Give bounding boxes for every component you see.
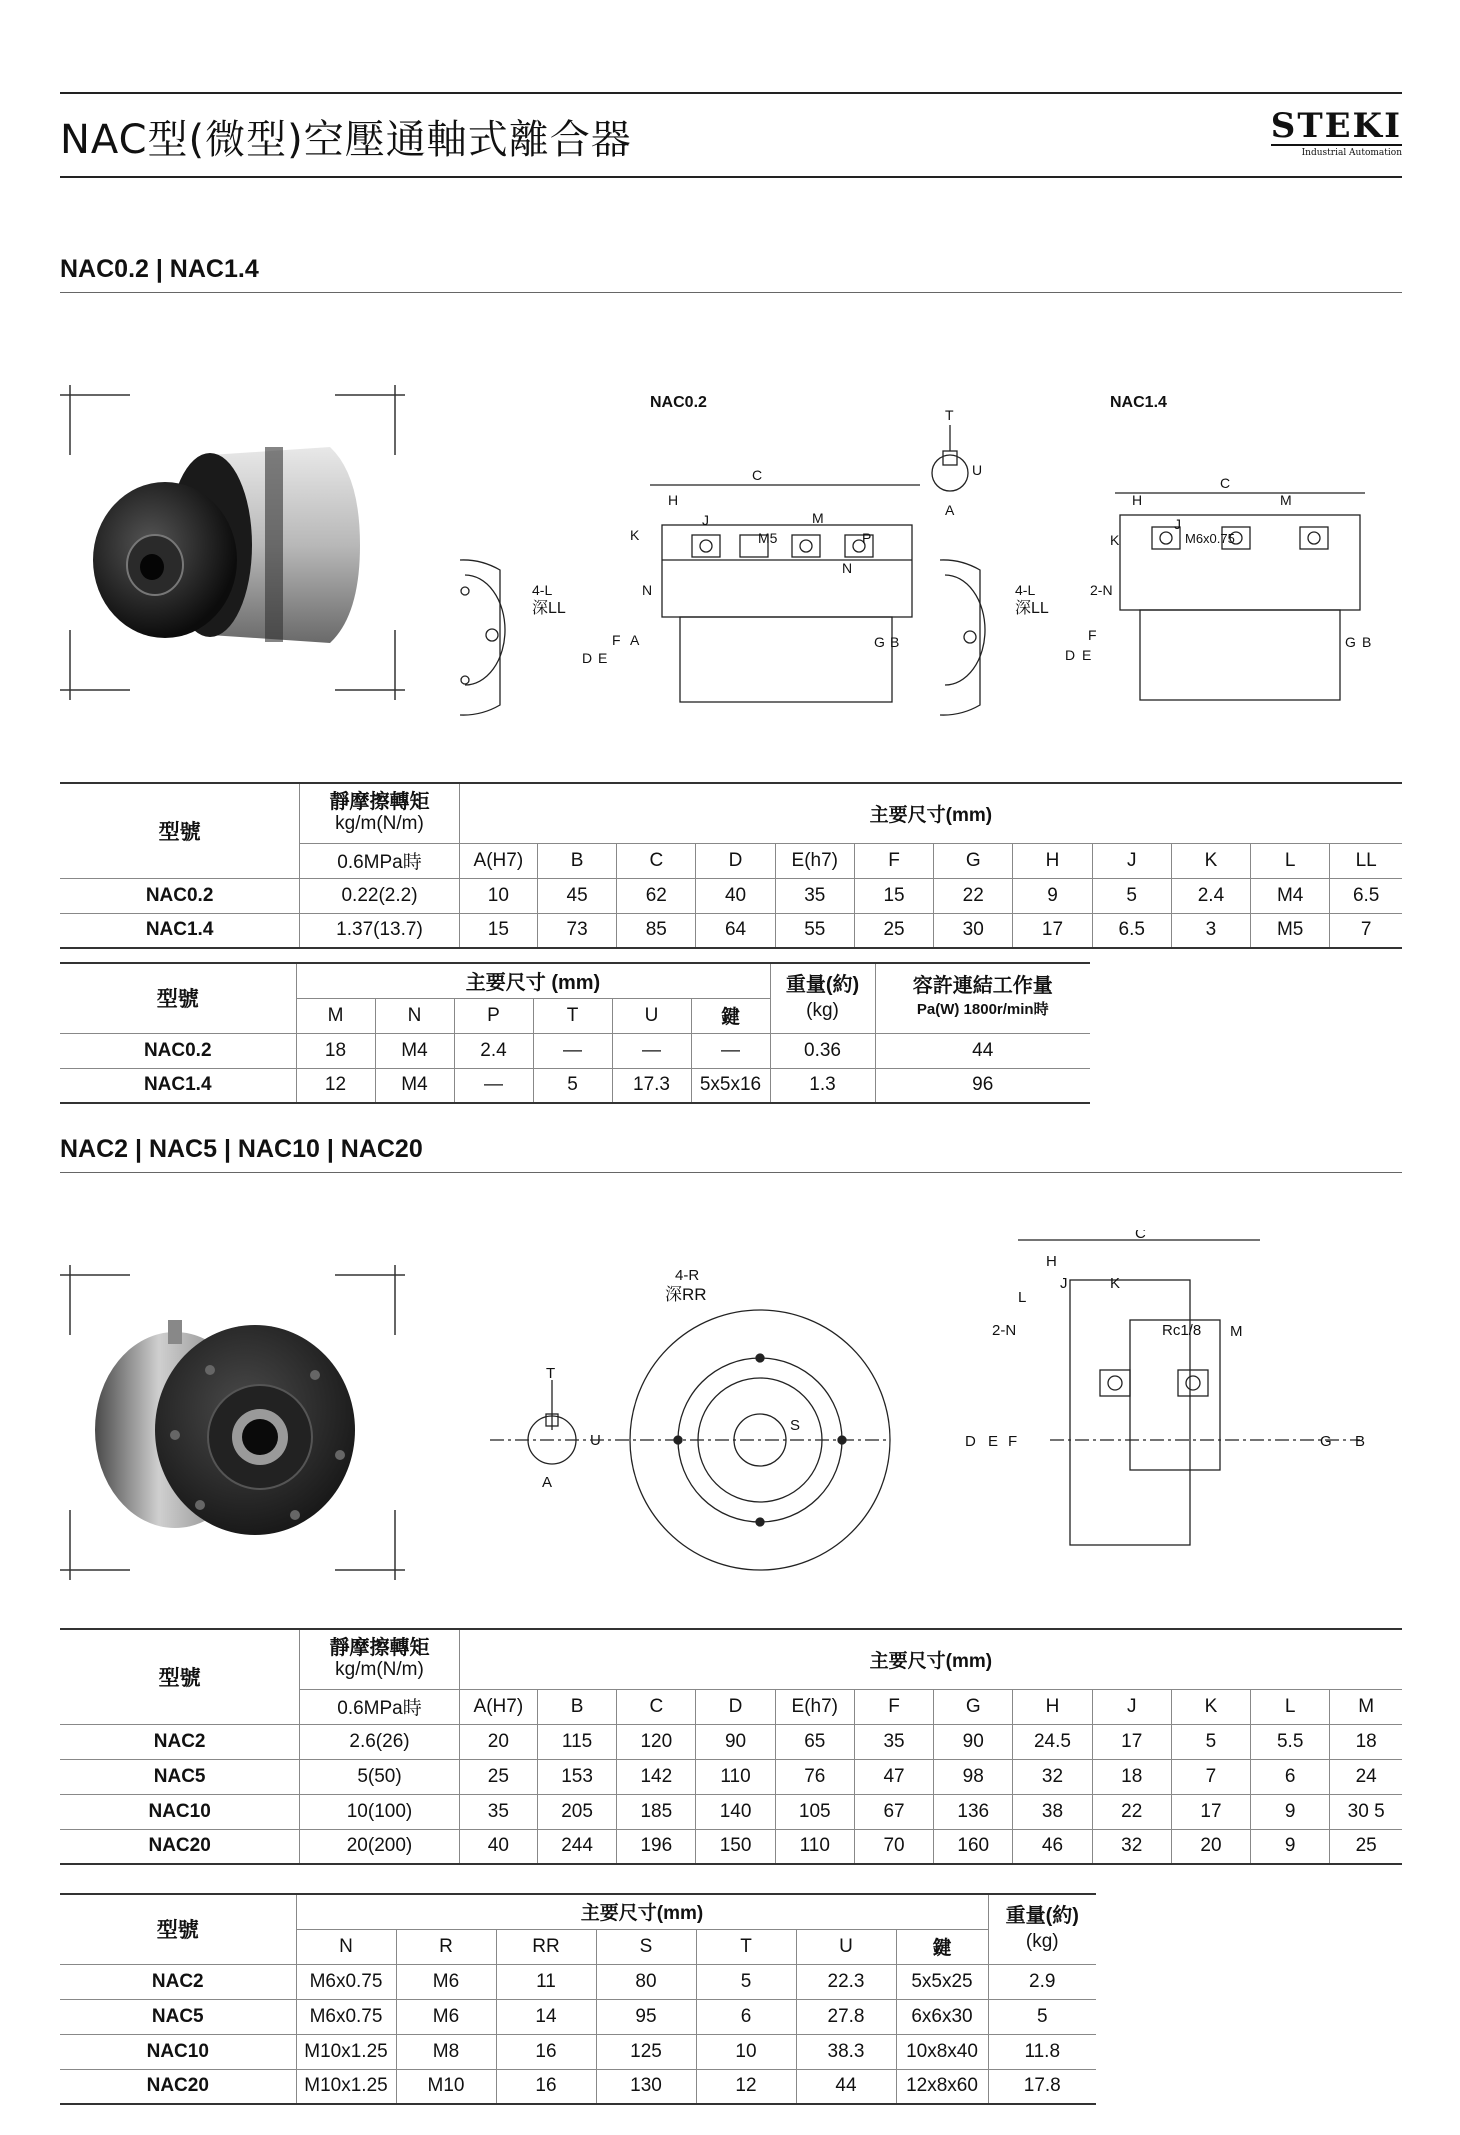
table-cell: 24.5	[1013, 1724, 1092, 1759]
dimension-label: U	[590, 1432, 601, 1449]
row-model: NAC5	[60, 1759, 300, 1794]
table-cell: M4	[375, 1068, 454, 1103]
col-d: D	[696, 1689, 775, 1724]
table-cell: 15	[459, 913, 537, 948]
table-cell: —	[691, 1033, 770, 1068]
table-cell: 32	[1013, 1759, 1092, 1794]
header-bottom-rule	[60, 176, 1402, 178]
table-cell: 142	[617, 1759, 696, 1794]
header-model: 型號	[60, 1894, 296, 1964]
table-cell: 40	[696, 878, 775, 913]
dimension-label: A	[542, 1474, 553, 1491]
table-cell: M6	[396, 1999, 496, 2034]
table-row	[60, 1033, 1090, 1068]
table-cell: 5	[533, 1068, 612, 1103]
section2-spec-table-1	[60, 1628, 1402, 1865]
col-rr: RR	[496, 1929, 596, 1964]
table-cell: 32	[1092, 1829, 1171, 1864]
col-b: B	[537, 843, 616, 878]
table-row	[60, 878, 1402, 913]
col-h: H	[1013, 843, 1092, 878]
table-cell: 73	[537, 913, 616, 948]
table-cell: 25	[854, 913, 933, 948]
col-f: F	[854, 1689, 933, 1724]
col-c: C	[617, 1689, 696, 1724]
header-model: 型號	[60, 1629, 300, 1724]
dimension-label: A	[630, 632, 640, 648]
header-model: 型號	[60, 783, 300, 878]
col-t: T	[533, 998, 612, 1033]
table-cell: —	[454, 1068, 533, 1103]
table-cell: 6	[1251, 1759, 1330, 1794]
table-cell: 160	[934, 1829, 1013, 1864]
row-torque: 0.22(2.2)	[300, 878, 459, 913]
table-cell: 12	[296, 1068, 375, 1103]
col-r: R	[396, 1929, 496, 1964]
col-u: U	[796, 1929, 896, 1964]
hole-label-ll-b: 深LL	[1015, 600, 1049, 617]
table-row	[60, 1999, 1096, 2034]
table-cell: M5	[1251, 913, 1330, 948]
col-e: E(h7)	[775, 1689, 854, 1724]
table-cell: 196	[617, 1829, 696, 1864]
label-2n-a: 2-N	[1090, 582, 1113, 598]
table-cell: 5	[696, 1964, 796, 1999]
header-dims: 主要尺寸(mm)	[459, 1629, 1402, 1689]
section1-spec-table-2	[60, 962, 1090, 1104]
table-cell: 46	[1013, 1829, 1092, 1864]
row-torque: 20(200)	[300, 1829, 459, 1864]
nac-large-photo	[60, 1265, 405, 1580]
dimension-label: F	[612, 632, 621, 648]
table-cell: 205	[537, 1794, 616, 1829]
table-cell: M10x1.25	[296, 2069, 396, 2104]
table-cell: 7	[1330, 913, 1402, 948]
section1-rule	[60, 292, 1402, 293]
table-cell: 64	[696, 913, 775, 948]
dimension-label: K	[1110, 1275, 1121, 1292]
table-cell: M6x0.75	[296, 1999, 396, 2034]
table-cell: 25	[1330, 1829, 1402, 1864]
col-a: A(H7)	[459, 1689, 537, 1724]
dimension-label: K	[630, 527, 640, 543]
table-cell: 9	[1251, 1794, 1330, 1829]
table-cell: 105	[775, 1794, 854, 1829]
table-cell: 17	[1013, 913, 1092, 948]
col-g: G	[934, 1689, 1013, 1724]
row-model: NAC0.2	[60, 1033, 296, 1068]
table-cell: 9	[1013, 878, 1092, 913]
row-model: NAC2	[60, 1964, 296, 1999]
table-cell	[988, 1894, 1096, 1964]
header-top-rule	[60, 92, 1402, 94]
dimension-label: J	[702, 512, 709, 528]
table-cell: 3	[1171, 913, 1250, 948]
table-cell: 120	[617, 1724, 696, 1759]
table-cell: 0.36	[770, 1033, 875, 1068]
table-cell	[300, 1629, 459, 1689]
col-g: G	[934, 843, 1013, 878]
table-cell: 16	[496, 2069, 596, 2104]
table-cell: 30 5	[1330, 1794, 1402, 1829]
dimension-label: M	[1280, 492, 1292, 508]
dimension-label: C	[752, 467, 763, 483]
dimension-label: C	[1220, 475, 1231, 491]
table-cell: 5	[1171, 1724, 1250, 1759]
dimension-label: T	[945, 407, 954, 423]
table-cell: 17	[1092, 1724, 1171, 1759]
table-cell: 6.5	[1092, 913, 1171, 948]
dimension-label: T	[546, 1365, 556, 1382]
row-model: NAC0.2	[60, 878, 300, 913]
table-cell: 27.8	[796, 1999, 896, 2034]
table-cell: 55	[775, 913, 854, 948]
table-cell: 35	[459, 1794, 537, 1829]
row-model: NAC20	[60, 1829, 300, 1864]
table-cell: 76	[775, 1759, 854, 1794]
table-cell: 2.9	[988, 1964, 1096, 1999]
table-cell: 5.5	[1251, 1724, 1330, 1759]
table-cell: M6	[396, 1964, 496, 1999]
table-cell: 16	[496, 2034, 596, 2069]
table-row	[60, 1964, 1096, 1999]
table-cell: 2.4	[454, 1033, 533, 1068]
table-row	[60, 1724, 1402, 1759]
table-row	[60, 1759, 1402, 1794]
table-cell: 2.4	[1171, 878, 1250, 913]
nac-large-dimension-drawing	[440, 1230, 1400, 1590]
row-model: NAC5	[60, 1999, 296, 2034]
table-cell: 35	[775, 878, 854, 913]
logo-brand: STEKI	[1270, 106, 1402, 146]
dimension-label: L	[1018, 1289, 1027, 1306]
col-f: F	[854, 843, 933, 878]
steki-logo	[1271, 108, 1402, 158]
row-model: NAC1.4	[60, 913, 300, 948]
table-cell: 18	[1330, 1724, 1402, 1759]
table-cell: M4	[375, 1033, 454, 1068]
hole-label-4l-a: 4-L	[532, 582, 553, 598]
table-cell: 47	[854, 1759, 933, 1794]
dimension-label: F	[1088, 627, 1097, 643]
table-cell: 7	[1171, 1759, 1250, 1794]
table-cell: 10	[696, 2034, 796, 2069]
dimension-label: G	[1320, 1433, 1332, 1450]
page-title: NAC型(微型)空壓通軸式離合器	[60, 117, 632, 163]
col-u: U	[612, 998, 691, 1033]
hole-label-4l-b: 4-L	[1015, 582, 1036, 598]
table-cell: 44	[796, 2069, 896, 2104]
section2-title: NAC2 | NAC5 | NAC10 | NAC20	[60, 1135, 423, 1163]
col-j: J	[1092, 1689, 1171, 1724]
table-cell: 44	[875, 1033, 1090, 1068]
table-cell: 67	[854, 1794, 933, 1829]
table-cell: 17.3	[612, 1068, 691, 1103]
dimension-label: H	[1046, 1253, 1057, 1270]
table-cell: 20	[1171, 1829, 1250, 1864]
col-ll: LL	[1330, 843, 1402, 878]
table-cell: 5x5x16	[691, 1068, 770, 1103]
table-cell: 110	[775, 1829, 854, 1864]
table-cell: 153	[537, 1759, 616, 1794]
diagram-label-nac02: NAC0.2	[650, 394, 707, 411]
table-cell: 22	[934, 878, 1013, 913]
col-a: A(H7)	[459, 843, 537, 878]
dimension-label: E	[988, 1433, 999, 1450]
col-s: S	[596, 1929, 696, 1964]
thread-label-m5: M5	[758, 530, 778, 546]
dimension-label: E	[1082, 647, 1092, 663]
col-l: L	[1251, 843, 1330, 878]
section1-title: NAC0.2 | NAC1.4	[60, 255, 259, 283]
table-cell: 90	[934, 1724, 1013, 1759]
table-cell: 6.5	[1330, 878, 1402, 913]
header-torque: 靜摩擦轉矩	[329, 1637, 430, 1660]
header-torque: 靜摩擦轉矩	[329, 791, 430, 814]
col-h: H	[1013, 1689, 1092, 1724]
dimension-label: B	[1362, 634, 1372, 650]
header-weight-unit: (kg)	[806, 1000, 839, 1022]
table-row	[60, 1794, 1402, 1829]
table-row	[60, 1068, 1090, 1103]
label-rc: Rc1/8	[1162, 1322, 1202, 1339]
table-cell: 38.3	[796, 2034, 896, 2069]
table-row	[60, 2034, 1096, 2069]
dimension-label: K	[1110, 532, 1120, 548]
table-cell: 244	[537, 1829, 616, 1864]
col-n: N	[375, 998, 454, 1033]
table-cell: 98	[934, 1759, 1013, 1794]
label-4r: 4-R	[675, 1267, 700, 1284]
row-model: NAC20	[60, 2069, 296, 2104]
header-torque-unit: kg/m(N/m)	[335, 1659, 424, 1681]
dimension-label: H	[668, 492, 679, 508]
table-cell: 136	[934, 1794, 1013, 1829]
header-pressure: 0.6MPa時	[300, 1689, 459, 1724]
header-weight: 重量(約)	[1005, 1905, 1079, 1928]
table-cell: 115	[537, 1724, 616, 1759]
table-row	[60, 1829, 1402, 1864]
dimension-label: E	[598, 650, 608, 666]
label-2n-b: 2-N	[992, 1322, 1017, 1339]
hole-label-ll-a: 深LL	[532, 600, 566, 617]
dimension-label: D	[965, 1433, 976, 1450]
table-cell: 18	[296, 1033, 375, 1068]
dimension-label: A	[945, 502, 955, 518]
table-cell: —	[533, 1033, 612, 1068]
dimension-label: U	[972, 462, 983, 478]
table-cell: 70	[854, 1829, 933, 1864]
section1-spec-table-1	[60, 782, 1402, 949]
col-m: M	[1330, 1689, 1402, 1724]
table-cell: 95	[596, 1999, 696, 2034]
dimension-label: G	[874, 634, 885, 650]
table-row	[60, 2069, 1096, 2104]
table-cell: 125	[596, 2034, 696, 2069]
table-cell: 1.3	[770, 1068, 875, 1103]
table-row	[60, 913, 1402, 948]
row-torque: 10(100)	[300, 1794, 459, 1829]
dimension-label: G	[1345, 634, 1356, 650]
nac-small-dimension-drawing	[440, 385, 1400, 730]
table-cell	[300, 783, 459, 843]
col-n: N	[296, 1929, 396, 1964]
table-cell: 10	[459, 878, 537, 913]
dimension-label: M	[1230, 1323, 1243, 1340]
col-key: 鍵	[896, 1929, 988, 1964]
table-cell: 140	[696, 1794, 775, 1829]
col-l: L	[1251, 1689, 1330, 1724]
header-work: 容許連結工作量	[912, 975, 1053, 998]
header-dims: 主要尺寸 (mm)	[296, 963, 770, 998]
dimension-label: D	[582, 650, 593, 666]
dimension-label: S	[790, 1417, 801, 1434]
col-p: P	[454, 998, 533, 1033]
table-cell: 30	[934, 913, 1013, 948]
table-cell: 150	[696, 1829, 775, 1864]
col-c: C	[617, 843, 696, 878]
header-weight: 重量(約)	[785, 974, 860, 997]
table-cell: 22	[1092, 1794, 1171, 1829]
table-cell: 6x6x30	[896, 1999, 988, 2034]
row-torque: 1.37(13.7)	[300, 913, 459, 948]
col-k: K	[1171, 843, 1250, 878]
table-cell: 5	[1092, 878, 1171, 913]
row-torque: 2.6(26)	[300, 1724, 459, 1759]
table-cell: 25	[459, 1759, 537, 1794]
table-cell: 80	[596, 1964, 696, 1999]
dimension-label: B	[890, 634, 900, 650]
table-cell: 17.8	[988, 2069, 1096, 2104]
dimension-label: M	[812, 510, 824, 526]
table-cell: 185	[617, 1794, 696, 1829]
header-dims: 主要尺寸(mm)	[459, 783, 1402, 843]
table-cell: 17	[1171, 1794, 1250, 1829]
table-cell: 6	[696, 1999, 796, 2034]
header-dims: 主要尺寸(mm)	[296, 1894, 988, 1929]
table-cell: M8	[396, 2034, 496, 2069]
table-cell: 38	[1013, 1794, 1092, 1829]
dimension-label: P	[862, 530, 872, 546]
table-cell: 35	[854, 1724, 933, 1759]
table-cell: 65	[775, 1724, 854, 1759]
header-pressure: 0.6MPa時	[300, 843, 459, 878]
table-cell: M6x0.75	[296, 1964, 396, 1999]
table-cell: M4	[1251, 878, 1330, 913]
col-key: 鍵	[691, 998, 770, 1033]
table-cell: 11.8	[988, 2034, 1096, 2069]
table-cell: 40	[459, 1829, 537, 1864]
row-model: NAC10	[60, 1794, 300, 1829]
table-cell: 22.3	[796, 1964, 896, 1999]
header-weight-unit: (kg)	[1025, 1931, 1059, 1953]
dimension-label: B	[1355, 1433, 1366, 1450]
header-torque-unit: kg/m(N/m)	[335, 813, 424, 835]
row-torque: 5(50)	[300, 1759, 459, 1794]
table-cell: 11	[496, 1964, 596, 1999]
table-cell: 12x8x60	[896, 2069, 988, 2104]
thread-label-m6: M6x0.75	[1185, 531, 1235, 546]
table-cell: 9	[1251, 1829, 1330, 1864]
dimension-label: H	[1132, 492, 1143, 508]
row-model: NAC2	[60, 1724, 300, 1759]
nac-small-photo	[60, 385, 405, 700]
label-rr: 深RR	[665, 1285, 707, 1304]
table-cell: 5x5x25	[896, 1964, 988, 1999]
table-cell: 12	[696, 2069, 796, 2104]
table-cell	[875, 963, 1090, 1033]
table-cell: 10x8x40	[896, 2034, 988, 2069]
table-cell: 15	[854, 878, 933, 913]
table-cell: 20	[459, 1724, 537, 1759]
table-cell: 18	[1092, 1759, 1171, 1794]
table-cell	[770, 963, 875, 1033]
dimension-label: F	[1008, 1433, 1018, 1450]
section2-rule	[60, 1172, 1402, 1173]
col-k: K	[1171, 1689, 1250, 1724]
dimension-label: D	[1065, 647, 1076, 663]
table-cell: 45	[537, 878, 616, 913]
col-t: T	[696, 1929, 796, 1964]
table-cell: 96	[875, 1068, 1090, 1103]
col-d: D	[696, 843, 775, 878]
col-m: M	[296, 998, 375, 1033]
row-model: NAC1.4	[60, 1068, 296, 1103]
section2-spec-table-2	[60, 1893, 1096, 2105]
table-cell: M10	[396, 2069, 496, 2104]
header-work-unit: Pa(W) 1800r/min時	[916, 1001, 1049, 1019]
table-cell: 110	[696, 1759, 775, 1794]
col-e: E(h7)	[775, 843, 854, 878]
table-cell: 85	[617, 913, 696, 948]
table-cell: 130	[596, 2069, 696, 2104]
table-cell: 62	[617, 878, 696, 913]
row-model: NAC10	[60, 2034, 296, 2069]
table-cell: M10x1.25	[296, 2034, 396, 2069]
dimension-label: J	[1174, 516, 1181, 532]
table-cell: —	[612, 1033, 691, 1068]
dimension-label: J	[1060, 1275, 1068, 1292]
header-model: 型號	[60, 963, 296, 1033]
diagram-label-nac14: NAC1.4	[1110, 394, 1167, 411]
table-cell: 5	[988, 1999, 1096, 2034]
col-b: B	[537, 1689, 616, 1724]
dimension-label: N	[842, 560, 853, 576]
table-cell: 14	[496, 1999, 596, 2034]
col-j: J	[1092, 843, 1171, 878]
dimension-label: C	[1135, 1230, 1146, 1242]
table-cell: 24	[1330, 1759, 1402, 1794]
table-cell: 90	[696, 1724, 775, 1759]
dimension-label: N	[642, 582, 653, 598]
logo-tagline: Industrial Automation	[1301, 148, 1402, 158]
